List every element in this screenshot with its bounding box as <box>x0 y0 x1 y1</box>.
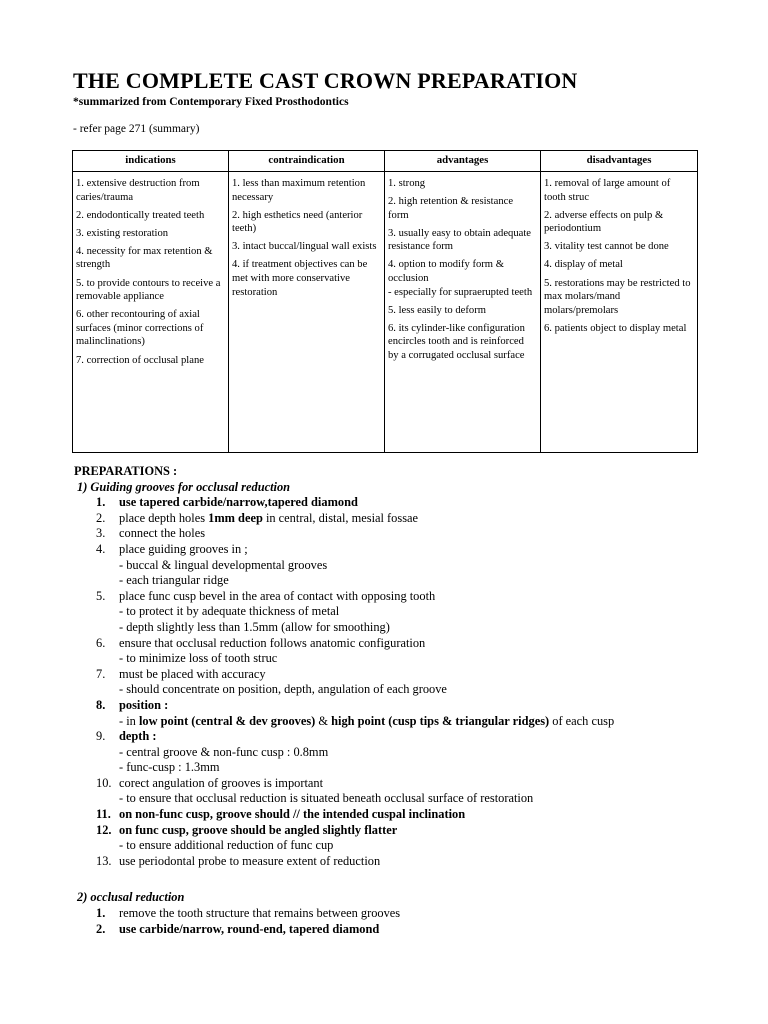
step-number: 9. <box>96 729 106 744</box>
step-note: - to minimize loss of tooth struc <box>119 651 278 666</box>
header-indications: indications <box>73 151 229 172</box>
step-text: position : <box>119 697 169 712</box>
list-item: 3. vitality test cannot be done <box>544 241 669 253</box>
step-number: 1. <box>96 495 106 510</box>
note-emphasis: low point (central & dev grooves) <box>138 713 316 728</box>
header-contraindication: contraindication <box>229 151 385 172</box>
step-text: ensure that occlusal reduction follows anatomic configuration <box>119 635 426 650</box>
step-number: 7. <box>96 666 106 681</box>
section-2-title: 2) occlusal reduction <box>77 890 185 905</box>
step-1 <box>74 906 714 922</box>
step-note: - buccal & lingual developmental grooves <box>119 557 328 572</box>
step-number: 1. <box>96 906 106 921</box>
list-item: 4. if treatment objectives can be met with more conservative restoration <box>232 259 368 298</box>
step-text: use tapered carbide/narrow,tapered diamond <box>119 495 358 510</box>
step-text: use periodontal probe to measure extent of reduction <box>119 853 381 868</box>
indications-cell <box>73 172 229 453</box>
step-1 <box>74 495 714 511</box>
step-text: in central, distal, mesial fossae <box>262 510 419 525</box>
contraindication-cell <box>229 172 385 453</box>
step-note: - depth slightly less than 1.5mm (allow for smoothing) <box>119 619 390 634</box>
list-item: 1. extensive destruction from caries/trauma <box>76 178 200 203</box>
list-item: 4. display of metal <box>544 259 623 271</box>
step-2 <box>74 922 714 938</box>
step-note: - func-cusp : 1.3mm <box>119 760 220 775</box>
step-emphasis: 1mm deep <box>208 510 263 525</box>
preparations-heading: PREPARATIONS : <box>74 464 178 478</box>
table-row <box>73 172 698 453</box>
step-note: - each triangular ridge <box>119 573 229 588</box>
step-5 <box>74 589 714 605</box>
step-6 <box>74 636 714 652</box>
list-item: 1. strong <box>388 178 426 189</box>
step-number: 4. <box>96 541 106 556</box>
preparations-section <box>74 464 714 937</box>
list-item: 6. patients object to display metal <box>544 322 687 334</box>
section-1-steps <box>74 495 714 869</box>
step-number: 13. <box>96 853 112 868</box>
step-number: 10. <box>96 775 112 790</box>
list-item: 3. existing restoration <box>76 227 169 239</box>
list-item: 4. necessity for max retention & strength <box>76 245 213 271</box>
note-text: & <box>315 713 332 728</box>
list-item: 4. option to modify form & occlusion <box>388 259 504 285</box>
header-disadvantages: disadvantages <box>541 151 698 172</box>
step-number: 11. <box>96 807 111 822</box>
document-title: THE COMPLETE CAST CROWN PREPARATION <box>73 68 578 93</box>
note-text: - in <box>119 713 139 728</box>
section-spacer <box>74 869 714 885</box>
step-number: 3. <box>96 526 106 541</box>
header-advantages: advantages <box>385 151 541 172</box>
list-item: 7. correction of occlusal plane <box>76 354 204 366</box>
list-item: 2. high esthetics need (anterior teeth) <box>232 209 363 235</box>
section-2-steps <box>74 906 714 937</box>
step-text: connect the holes <box>119 526 206 541</box>
step-2 <box>74 511 714 527</box>
step-text: place guiding grooves in ; <box>119 541 248 556</box>
disadvantages-cell <box>541 172 698 453</box>
step-12 <box>74 823 714 839</box>
list-item: 1. removal of large amount of tooth struc <box>544 178 671 203</box>
step-note: - central groove & non-func cusp : 0.8mm <box>119 744 329 759</box>
step-note: - to ensure additional reduction of func cup <box>119 838 334 853</box>
document-subtitle: *summarized from Contemporary Fixed Prosthodontics <box>73 96 349 108</box>
list-item: - especially for supraerupted teeth <box>388 286 533 298</box>
step-text: place func cusp bevel in the area of contact with opposing tooth <box>119 588 436 603</box>
step-text: remove the tooth structure that remains between grooves <box>119 906 401 921</box>
list-item: 5. less easily to deform <box>388 304 486 316</box>
step-number: 12. <box>96 822 112 837</box>
step-note: - to protect it by adequate thickness of metal <box>119 604 340 619</box>
list-item: 6. its cylinder-like configuration encircles tooth and is reinforced by a corrugated occlusal surface <box>388 322 525 362</box>
step-number: 5. <box>96 588 106 603</box>
step-number: 2. <box>96 510 106 525</box>
list-item: 1. less than maximum retention necessary <box>232 178 366 203</box>
step-8 <box>74 698 714 714</box>
step-note: - to ensure that occlusal reduction is situated beneath occlusal surface of restoration <box>119 791 534 806</box>
step-number: 8. <box>96 697 106 712</box>
step-text: use carbide/narrow, round-end, tapered diamond <box>119 921 380 936</box>
list-item: 5. restorations may be restricted to max molars/mand molars/premolars <box>544 277 691 316</box>
step-text: depth : <box>119 729 157 744</box>
step-text: on non-func cusp, groove should // the intended cuspal inclination <box>119 807 466 822</box>
step-number: 2. <box>96 921 106 936</box>
step-7 <box>74 667 714 683</box>
step-11 <box>74 807 714 823</box>
section-1-title: 1) Guiding grooves for occlusal reduction <box>77 479 291 494</box>
list-item: 2. adverse effects on pulp & periodontium <box>544 209 664 235</box>
step-note <box>74 714 714 730</box>
step-text: on func cusp, groove should be angled slightly flatter <box>119 822 398 837</box>
step-9 <box>74 729 714 745</box>
note-emphasis: high point (cusp tips & triangular ridges) <box>331 713 550 728</box>
list-item: 2. high retention & resistance form <box>388 196 514 221</box>
step-note: - should concentrate on position, depth, angulation of each groove <box>119 682 447 697</box>
step-4 <box>74 542 714 558</box>
step-text: corect angulation of grooves is important <box>119 775 324 790</box>
step-13 <box>74 854 714 870</box>
step-3 <box>74 526 714 542</box>
list-item: 2. endodontically treated teeth <box>76 209 205 221</box>
step-text: must be placed with accuracy <box>119 666 266 681</box>
list-item: 3. usually easy to obtain adequate resistance form <box>388 227 531 253</box>
summary-table <box>72 150 698 453</box>
advantages-cell <box>385 172 541 453</box>
note-text: of each cusp <box>549 713 615 728</box>
table-header-row <box>73 151 698 172</box>
step-number: 6. <box>96 635 106 650</box>
list-item: 5. to provide contours to receive a removable appliance <box>76 277 221 303</box>
list-item: 3. intact buccal/lingual wall exists <box>232 241 377 253</box>
reference-note: - refer page 271 (summary) <box>73 123 200 135</box>
list-item: 6. other recontouring of axial surfaces (minor corrections of malinclinations) <box>76 309 204 348</box>
step-text: place depth holes <box>119 510 209 525</box>
step-10 <box>74 776 714 792</box>
